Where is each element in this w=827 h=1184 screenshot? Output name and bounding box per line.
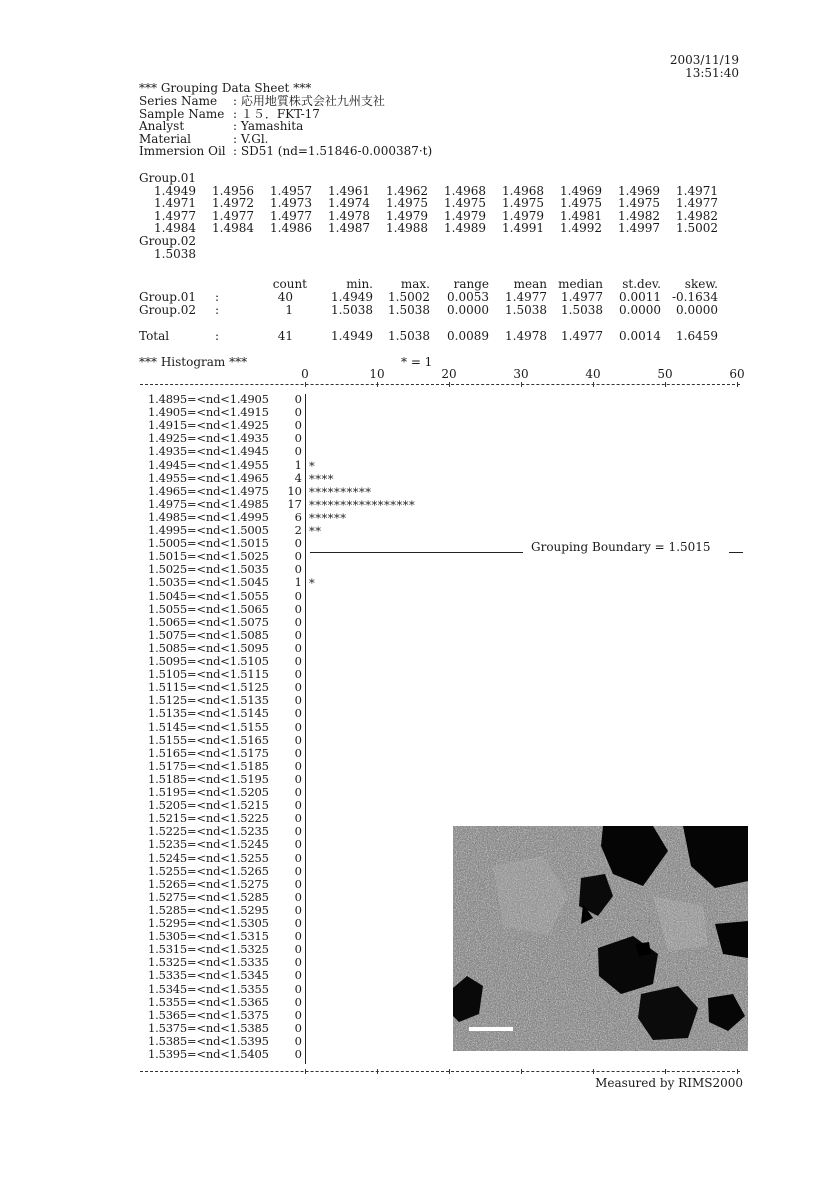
stats-row-name: Group.02 xyxy=(139,303,197,317)
histogram-bin-label: 1.5375=<nd<1.5385 xyxy=(148,1020,269,1035)
histogram-bin-count: 0 xyxy=(294,549,302,564)
stats-cell: 41 xyxy=(277,329,293,343)
histogram-bin-count: 0 xyxy=(294,994,302,1009)
histogram-bin-label: 1.5345=<nd<1.5355 xyxy=(148,981,269,996)
group-value: 1.4974 xyxy=(328,196,370,211)
histogram-bin-label: 1.5285=<nd<1.5295 xyxy=(148,902,269,917)
histogram-bin-count: 0 xyxy=(294,968,302,983)
grouping-boundary-label: Grouping Boundary = 1.5015 xyxy=(531,540,711,554)
stats-header: mean xyxy=(513,277,547,291)
group-value: 1.4972 xyxy=(212,196,254,211)
header-field-label: Immersion Oil xyxy=(139,144,226,159)
histogram-bin-label: 1.5135=<nd<1.5145 xyxy=(148,706,269,721)
histogram-bin-count: 0 xyxy=(294,902,302,917)
group-value: 1.4957 xyxy=(270,183,312,198)
histogram-bin-label: 1.5255=<nd<1.5265 xyxy=(148,863,269,878)
axis-tick-bottom xyxy=(593,1069,594,1074)
axis-tick-top xyxy=(665,382,666,387)
group-value: 1.4949 xyxy=(154,183,196,198)
axis-tick-top xyxy=(377,382,378,387)
group-value: 1.4973 xyxy=(270,196,312,211)
histogram-top-axis xyxy=(140,384,740,386)
stats-header: range xyxy=(453,277,489,291)
histogram-bin-count: 0 xyxy=(294,758,302,773)
group-value: 1.4975 xyxy=(560,196,602,211)
group-value: 1.4956 xyxy=(212,183,254,198)
group-value: 1.4968 xyxy=(444,183,486,198)
histogram-bin-label: 1.5075=<nd<1.5085 xyxy=(148,627,269,642)
histogram-bin-count: 0 xyxy=(294,889,302,904)
group-value: 1.4984 xyxy=(154,221,196,236)
histogram-bin-label: 1.4955=<nd<1.4965 xyxy=(148,470,269,485)
histogram-bin-count: 0 xyxy=(294,706,302,721)
histogram-bin-count: 0 xyxy=(294,771,302,786)
histogram-bin-count: 0 xyxy=(294,1020,302,1035)
histogram-bin-bar: * xyxy=(309,576,316,591)
axis-tick-label: 10 xyxy=(369,367,385,381)
stats-cell: -0.1634 xyxy=(671,290,718,304)
histogram-bin-count: 0 xyxy=(294,811,302,826)
group-name: Group.01 xyxy=(139,171,197,185)
histogram-bin-label: 1.5115=<nd<1.5125 xyxy=(148,680,269,695)
sheet-title: *** Grouping Data Sheet *** xyxy=(139,81,312,95)
axis-tick-label: 40 xyxy=(585,367,601,381)
header-field-value: : １５．FKT-17 xyxy=(233,106,320,121)
group-value: 1.4969 xyxy=(618,183,660,198)
histogram-bin-label: 1.4935=<nd<1.4945 xyxy=(148,444,269,459)
stats-cell: 0.0000 xyxy=(447,303,489,317)
histogram-bin-label: 1.4895=<nd<1.4905 xyxy=(148,392,269,406)
histogram-bin-count: 6 xyxy=(294,509,302,524)
histogram-bin-label: 1.5095=<nd<1.5105 xyxy=(148,654,269,668)
group-value: 1.4991 xyxy=(502,221,544,236)
histogram-bin-count: 0 xyxy=(294,693,302,708)
histogram-bin-count: 1 xyxy=(294,457,302,472)
group-value: 1.4962 xyxy=(386,183,428,198)
group-value: 1.5002 xyxy=(676,221,718,236)
axis-tick-bottom xyxy=(305,1069,306,1074)
stats-cell: 1.4977 xyxy=(505,290,547,304)
axis-tick-label: 30 xyxy=(513,367,529,381)
histogram-bin-label: 1.4965=<nd<1.4975 xyxy=(148,483,269,498)
stats-cell: 1.4949 xyxy=(331,290,373,304)
histogram-bin-label: 1.5175=<nd<1.5185 xyxy=(148,758,269,773)
stats-cell: 0.0014 xyxy=(619,329,661,343)
stats-cell: 0.0011 xyxy=(619,290,661,304)
histogram-bin-label: 1.5165=<nd<1.5175 xyxy=(148,745,269,760)
stats-cell: 1.5038 xyxy=(505,303,547,317)
histogram-bin-count: 0 xyxy=(294,680,302,695)
group-value: 1.4986 xyxy=(270,221,312,236)
report-date: 2003/11/19 xyxy=(669,53,739,67)
group-value: 1.4989 xyxy=(444,221,486,236)
histogram-bin-bar: * xyxy=(309,458,316,473)
histogram-bin-count: 0 xyxy=(294,444,302,459)
histogram-bin-count: 0 xyxy=(294,955,302,970)
histogram-bin-label: 1.5355=<nd<1.5365 xyxy=(148,994,269,1009)
histogram-bin-label: 1.5265=<nd<1.5275 xyxy=(148,876,269,891)
stats-header: min. xyxy=(346,277,373,291)
axis-tick-bottom xyxy=(449,1069,450,1074)
histogram-bin-label: 1.4945=<nd<1.4955 xyxy=(148,457,269,472)
stats-cell: 1.5038 xyxy=(388,303,430,317)
group-value: 1.4979 xyxy=(386,208,428,223)
axis-tick-label: 60 xyxy=(729,367,745,381)
grouping-boundary-tail xyxy=(729,552,743,553)
histogram-bin-count: 4 xyxy=(294,470,302,485)
stats-header: max. xyxy=(400,277,430,291)
histogram-bin-count: 2 xyxy=(294,523,302,537)
group-value: 1.4977 xyxy=(212,208,254,223)
stats-cell: 0.0089 xyxy=(447,329,489,343)
histogram-bin-bar: ***************** xyxy=(309,497,416,512)
group-value: 1.4979 xyxy=(444,208,486,223)
axis-tick-top xyxy=(593,382,594,387)
header-field-label: Analyst xyxy=(139,119,185,134)
histogram-bottom-axis xyxy=(140,1071,740,1073)
axis-tick-label: 20 xyxy=(441,367,457,381)
histogram-bin-count: 10 xyxy=(287,483,302,498)
histogram-bin-count: 0 xyxy=(294,798,302,813)
histogram-bin-label: 1.5035=<nd<1.5045 xyxy=(148,575,269,590)
glass-shard-micrograph xyxy=(453,826,748,1051)
histogram-bin-count: 0 xyxy=(294,536,302,551)
histogram-bin-count: 0 xyxy=(294,654,302,668)
stats-row-sep: : xyxy=(215,303,220,317)
histogram-bin-count: 0 xyxy=(294,850,302,865)
stats-cell: 0.0000 xyxy=(619,303,661,317)
group-value: 1.4975 xyxy=(444,196,486,211)
stats-cell: 0.0000 xyxy=(676,303,718,317)
histogram-bin-count: 0 xyxy=(294,942,302,957)
header-field-value: : Yamashita xyxy=(233,119,304,134)
histogram-bin-count: 0 xyxy=(294,732,302,747)
group-value: 1.4984 xyxy=(212,221,254,236)
axis-tick-label: 50 xyxy=(657,367,673,381)
histogram-bin-label: 1.5145=<nd<1.5155 xyxy=(148,719,269,734)
histogram-bin-count: 0 xyxy=(294,1033,302,1048)
stats-cell: 1.5038 xyxy=(561,303,603,317)
histogram-bin-count: 0 xyxy=(294,916,302,930)
group-value: 1.4968 xyxy=(502,183,544,198)
histogram-bin-label: 1.5225=<nd<1.5235 xyxy=(148,824,269,839)
stats-cell: 1.4978 xyxy=(505,329,547,343)
histogram-bin-count: 17 xyxy=(287,496,302,511)
group-value: 1.4975 xyxy=(502,196,544,211)
group-value: 1.4977 xyxy=(154,208,196,223)
histogram-title: *** Histogram *** xyxy=(139,355,248,369)
stats-cell: 1.5038 xyxy=(331,303,373,317)
histogram-bin-label: 1.5335=<nd<1.5345 xyxy=(148,968,269,983)
group-value: 1.4977 xyxy=(676,196,718,211)
histogram-bin-count: 0 xyxy=(294,614,302,629)
header-field-value: : V.Gl. xyxy=(233,131,269,146)
stats-cell: 1.4977 xyxy=(561,329,603,343)
stats-cell: 1.4977 xyxy=(561,290,603,304)
histogram-bin-count: 0 xyxy=(294,562,302,577)
histogram-bin-label: 1.5365=<nd<1.5375 xyxy=(148,1007,269,1022)
group-value: 1.4987 xyxy=(328,221,370,236)
histogram-bin-count: 0 xyxy=(294,837,302,852)
axis-tick-bottom xyxy=(521,1069,522,1074)
histogram-bin-count: 0 xyxy=(294,418,302,433)
stats-cell: 40 xyxy=(277,290,293,304)
histogram-bin-label: 1.5215=<nd<1.5225 xyxy=(148,811,269,826)
histogram-bin-count: 0 xyxy=(294,627,302,642)
axis-tick-bottom xyxy=(737,1069,738,1074)
group-value: 1.4971 xyxy=(154,196,196,211)
histogram-bin-count: 0 xyxy=(294,667,302,682)
histogram-bin-label: 1.5005=<nd<1.5015 xyxy=(148,536,269,551)
histogram-bin-label: 1.4925=<nd<1.4935 xyxy=(148,431,269,446)
stats-cell: 1.6459 xyxy=(676,329,718,343)
histogram-bin-label: 1.5325=<nd<1.5335 xyxy=(148,955,269,970)
histogram-scale-note: * = 1 xyxy=(401,355,433,369)
histogram-bin-count: 0 xyxy=(294,745,302,760)
stats-cell: 1 xyxy=(285,303,293,317)
stats-header: median xyxy=(558,277,603,291)
axis-tick-label: 0 xyxy=(301,367,309,381)
stats-cell: 0.0053 xyxy=(447,290,489,304)
histogram-bin-count: 1 xyxy=(294,575,302,590)
histogram-bin-label: 1.5185=<nd<1.5195 xyxy=(148,771,269,786)
header-field-label: Sample Name xyxy=(139,106,225,121)
group-value: 1.4975 xyxy=(618,196,660,211)
histogram-bin-count: 0 xyxy=(294,824,302,839)
stats-row-sep: : xyxy=(215,290,220,304)
group-value: 1.4982 xyxy=(618,208,660,223)
histogram-bin-count: 0 xyxy=(294,405,302,420)
histogram-bin-count: 0 xyxy=(294,876,302,891)
histogram-bin-label: 1.5015=<nd<1.5025 xyxy=(148,549,269,564)
histogram-bin-label: 1.5205=<nd<1.5215 xyxy=(148,798,269,813)
histogram-bin-label: 1.5395=<nd<1.5405 xyxy=(148,1047,269,1061)
stats-cell: 1.5038 xyxy=(388,329,430,343)
axis-tick-top xyxy=(449,382,450,387)
axis-tick-top xyxy=(305,382,306,387)
histogram-bin-count: 0 xyxy=(294,785,302,799)
stats-row-sep: : xyxy=(215,329,220,343)
group-value: 1.4992 xyxy=(560,221,602,236)
stats-cell: 1.4949 xyxy=(331,329,373,343)
histogram-bin-bar: ********** xyxy=(309,484,372,499)
histogram-bin-label: 1.4915=<nd<1.4925 xyxy=(148,418,269,433)
measured-by-footer: Measured by RIMS2000 xyxy=(595,1076,743,1090)
histogram-bin-count: 0 xyxy=(294,719,302,734)
histogram-bin-label: 1.5025=<nd<1.5035 xyxy=(148,562,269,577)
group-value: 1.4977 xyxy=(270,208,312,223)
histogram-bin-count: 0 xyxy=(294,431,302,446)
group-name: Group.02 xyxy=(139,234,197,248)
histogram-bin-count: 0 xyxy=(294,929,302,944)
grouping-boundary-line xyxy=(310,552,523,553)
histogram-bin-count: 0 xyxy=(294,863,302,878)
histogram-bin-label: 1.4905=<nd<1.4915 xyxy=(148,405,269,420)
histogram-bin-label: 1.4995=<nd<1.5005 xyxy=(148,523,269,537)
stats-header: skew. xyxy=(684,277,718,291)
axis-tick-top xyxy=(521,382,522,387)
group-value: 1.4978 xyxy=(328,208,370,223)
group-value: 1.4971 xyxy=(676,183,718,198)
histogram-bin-label: 1.5235=<nd<1.5245 xyxy=(148,837,269,852)
histogram-bin-label: 1.5045=<nd<1.5055 xyxy=(148,588,269,603)
group-value: 1.4979 xyxy=(502,208,544,223)
group-value: 1.5038 xyxy=(154,246,196,261)
histogram-bin-count: 0 xyxy=(294,640,302,655)
stats-header: count xyxy=(272,277,307,291)
histogram-bin-bar: **** xyxy=(309,471,334,486)
histogram-bin-count: 0 xyxy=(294,588,302,603)
group-value: 1.4981 xyxy=(560,208,602,223)
histogram-bin-label: 1.5195=<nd<1.5205 xyxy=(148,785,269,799)
histogram-bin-label: 1.5055=<nd<1.5065 xyxy=(148,601,269,616)
axis-tick-bottom xyxy=(377,1069,378,1074)
histogram-bin-label: 1.5315=<nd<1.5325 xyxy=(148,942,269,957)
axis-tick-bottom xyxy=(665,1069,666,1074)
group-value: 1.4982 xyxy=(676,208,718,223)
histogram-bin-count: 0 xyxy=(294,981,302,996)
axis-tick-top xyxy=(737,382,738,387)
histogram-zero-axis xyxy=(305,394,306,1064)
header-field-label: Material xyxy=(139,131,191,146)
group-value: 1.4988 xyxy=(386,221,428,236)
histogram-bin-bar: ** xyxy=(309,524,322,538)
histogram-bin-label: 1.5305=<nd<1.5315 xyxy=(148,929,269,944)
stats-row-name: Group.01 xyxy=(139,290,197,304)
histogram-bin-bar: ****** xyxy=(309,510,347,525)
histogram-bin-label: 1.5295=<nd<1.5305 xyxy=(148,916,269,930)
histogram-bin-label: 1.5105=<nd<1.5115 xyxy=(148,667,269,682)
histogram-bin-label: 1.5065=<nd<1.5075 xyxy=(148,614,269,629)
report-time: 13:51:40 xyxy=(685,66,739,80)
histogram-bin-label: 1.4975=<nd<1.4985 xyxy=(148,496,269,511)
histogram-bin-label: 1.5125=<nd<1.5135 xyxy=(148,693,269,708)
histogram-bin-count: 0 xyxy=(294,1007,302,1022)
histogram-bin-count: 0 xyxy=(294,601,302,616)
histogram-bin-label: 1.5245=<nd<1.5255 xyxy=(148,850,269,865)
histogram-bin-label: 1.5155=<nd<1.5165 xyxy=(148,732,269,747)
group-value: 1.4969 xyxy=(560,183,602,198)
histogram-bin-count: 0 xyxy=(294,1047,302,1061)
stats-row-name: Total xyxy=(139,329,170,343)
stats-cell: 1.5002 xyxy=(388,290,430,304)
header-field-label: Series Name xyxy=(139,94,218,108)
header-field-value: : SD51 (nd=1.51846-0.000387·t) xyxy=(233,144,433,159)
header-field-value: : 応用地質株式会社九州支社 xyxy=(233,94,385,108)
group-value: 1.4975 xyxy=(386,196,428,211)
histogram-bin-count: 0 xyxy=(294,392,302,406)
group-value: 1.4997 xyxy=(618,221,660,236)
histogram-bin-label: 1.5385=<nd<1.5395 xyxy=(148,1033,269,1048)
group-value: 1.4961 xyxy=(328,183,370,198)
histogram-bin-label: 1.5085=<nd<1.5095 xyxy=(148,640,269,655)
histogram-bin-label: 1.4985=<nd<1.4995 xyxy=(148,509,269,524)
stats-header: st.dev. xyxy=(622,277,661,291)
histogram-bin-label: 1.5275=<nd<1.5285 xyxy=(148,889,269,904)
